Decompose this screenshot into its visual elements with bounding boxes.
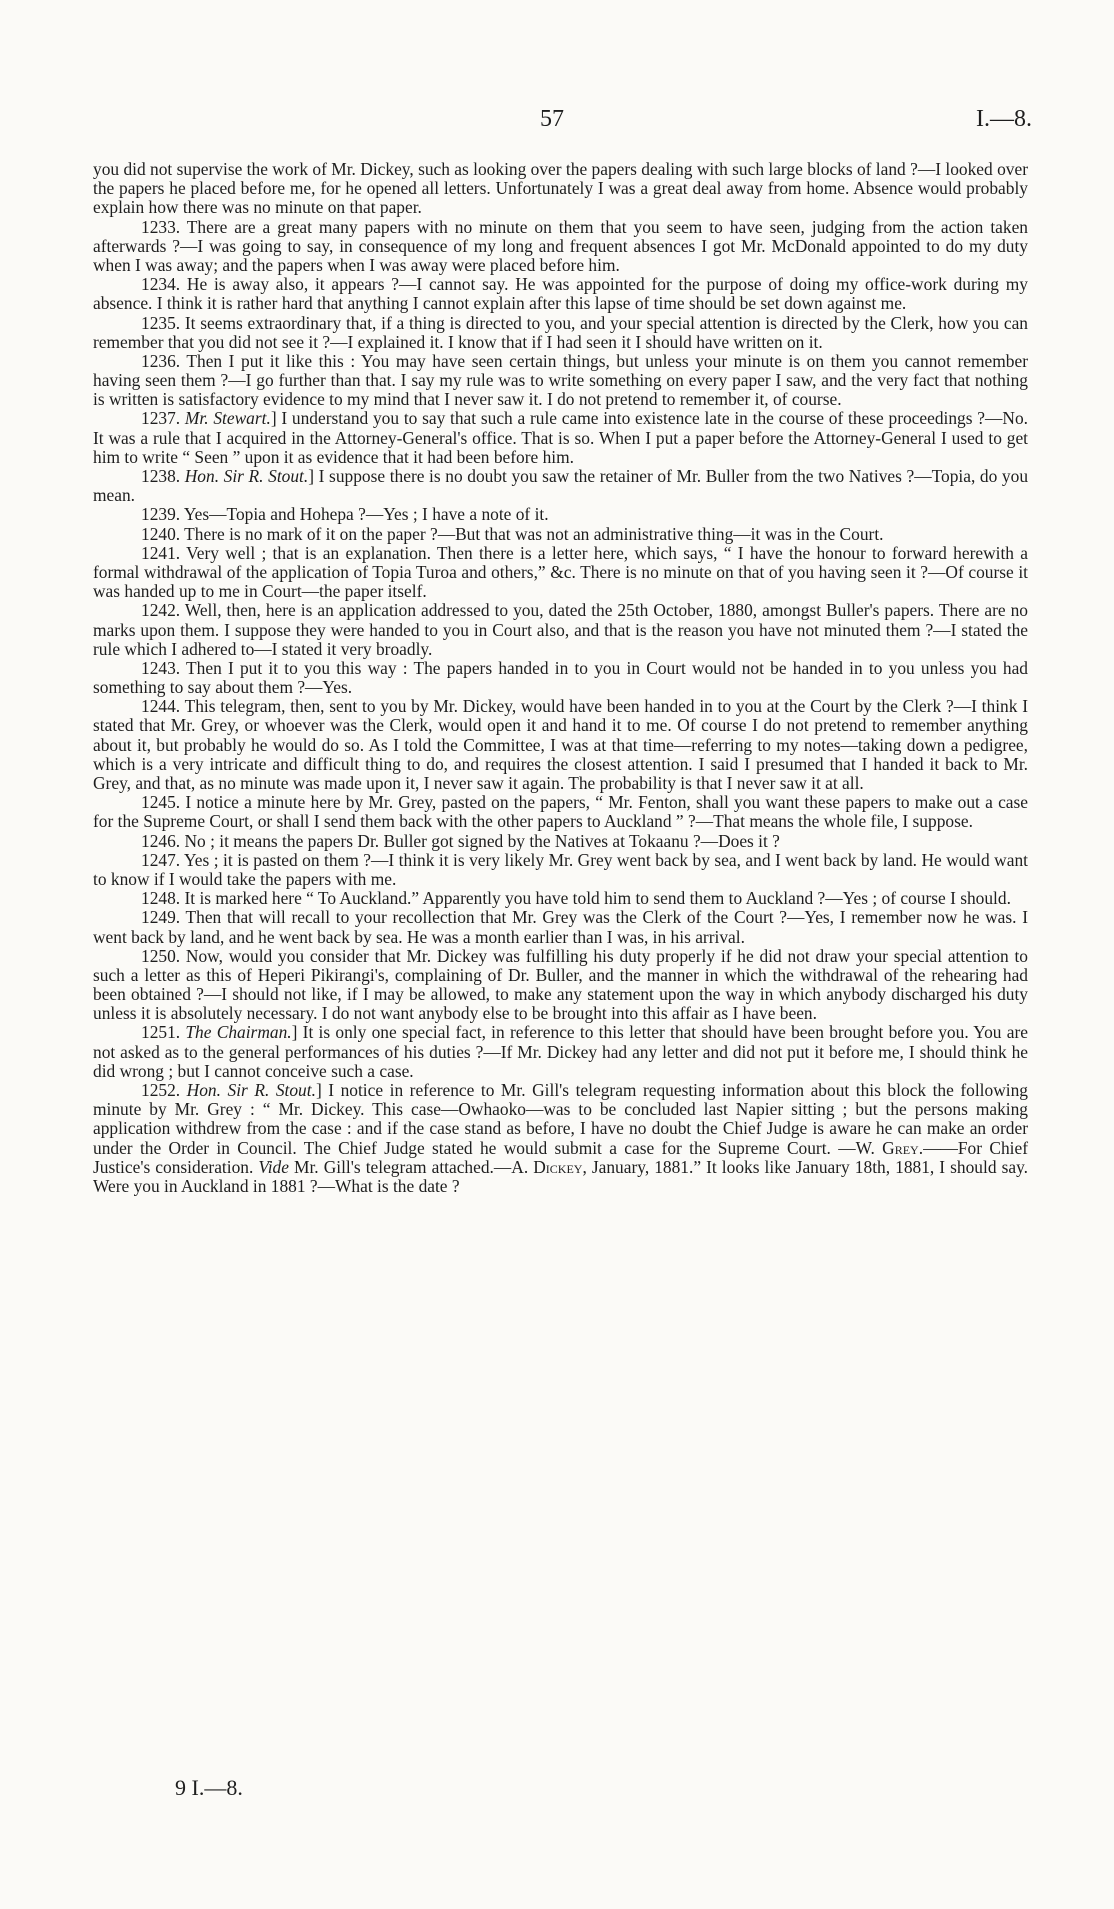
page-header [0,100,1114,140]
paragraph: 1246. No ; it means the papers Dr. Buller got signed by the Natives at Tokaanu ?—Does it ? [141,830,780,851]
paragraph: 1234. He is away also, it appears ?—I cannot say. He was appointed for the purpose of doing my office-work during my absence. I think it is rather hard that anything I cannot explain after this lapse of time should be set down against me. [93,274,1028,314]
paragraph: 1247. Yes ; it is pasted on them ?—I think it is very likely Mr. Grey went back by sea, and I went back by land. He would want to know if I would take the papers with me. [93,849,1028,889]
page-number: 57 [540,106,564,132]
paragraph: you did not supervise the work of Mr. Dickey, such as looking over the papers dealing with such large blocks of land ?—I looked over the papers he placed before me, for he opened all letters. Unfortunately I was a great deal away from home. Absence would probably explain how there was no minute on that paper. [93,159,1028,218]
printer-signature: 9 I.—8. [175,1775,243,1800]
paragraph: 1249. Then that will recall to your recollection that Mr. Grey was the Clerk of the Court ?—Yes, I remember now he was. I went back by land, and he went back by sea. He was a month earlier than I was, in his arrival. [93,907,1028,947]
paragraph: 1239. Yes—Topia and Hohepa ?—Yes ; I have a note of it. [141,504,549,525]
paragraph: 1244. This telegram, then, sent to you by Mr. Dickey, would have been handed in to you at the Court by the Clerk ?—I think I stated that Mr. Grey, or whoever was the Clerk, would open it and hand it to me. Of course I do not pretend to remember anything about it, but probably he would do so. As I told the Committee, I was at that time—referring to my notes—taking down a pedigree, which is a very intricate and difficult thing to do, and requires the closest attention. I said I presumed that I handed it back to Mr. Grey, and that, as no minute was made upon it, I never saw it again. The probability is that I never saw it at all. [93,696,1028,793]
paragraph: 1245. I notice a minute here by Mr. Grey, pasted on the papers, “ Mr. Fenton, shall you want these papers to make out a case for the Supreme Court, or shall I send them back with the other papers to Auckland ” ?—That means the whole file, I suppose. [93,792,1028,832]
document-reference: I.—8. [976,106,1032,132]
body-text [93,160,1028,1196]
paragraph: 1243. Then I put it to you this way : The papers handed in to you in Court would not be handed in to you unless you had something to say about them ?—Yes. [93,657,1028,698]
paragraph: 1250. Now, would you consider that Mr. Dickey was fulfilling his duty properly if he did not draw your special attention to such a letter as this of Heperi Pikirangi's, complaining of Dr. Buller, and the manner in which the withdrawal of the rehearing had been obtained ?—I should not like, if I may be allowed, to make any statement upon the way in which anybody discharged his duty unless it is absolutely necessary. I do not want anybody else to be brought into this affair as I have been. [93,945,1028,1024]
paragraph: 1235. It seems extraordinary that, if a thing is directed to you, and your special attention is directed by the Clerk, how you can remember that you did not see it ?—I explained it. I know that if I had seen it I should have written on it. [93,312,1028,352]
paragraph: 1251. The Chairman.] It is only one special fact, in reference to this letter that should have been brought before you. You are not asked as to the general performances of his duties ?—If Mr. Dickey had any letter and did not put it before me, I should think he did wrong ; but I cannot conceive such a case. [93,1022,1028,1081]
paragraph: 1248. It is marked here “ To Auckland.” Apparently you have told him to send them to Auckland ?—Yes ; of course I should. [141,888,1011,909]
paragraph: 1238. Hon. Sir R. Stout.] I suppose there is no doubt you saw the retainer of Mr. Buller from the two Natives ?—Topia, do you mean. [93,466,1029,506]
paragraph: 1237. Mr. Stewart.] I understand you to say that such a rule came into existence late in the course of these proceedings ?—No. It was a rule that I acquired in the Attorney-General's office. That is so. When I put a paper before the Attorney-General I used to get him to write “ Seen ” upon it as evidence that it had been before him. [93,408,1028,467]
paragraph: 1236. Then I put it like this : You may have seen certain things, but unless your minute is on them you cannot remember having seen them ?—I go further than that. I say my rule was to write something on every paper I saw, and the very fact that nothing is written is satisfactory evidence to my mind that I never saw it. I do not pretend to remember it, of course. [93,350,1028,410]
paragraph: 1240. There is no mark of it on the paper ?—But that was not an administrative thing—it was in the Court. [141,523,884,544]
paragraph: 1242. Well, then, here is an application addressed to you, dated the 25th October, 1880, amongst Buller's papers. There are no marks upon them. I suppose they were handed to you in Court also, and that is the reason you have not minuted them ?—I stated the rule which I adhered to—I stated it very broadly. [93,600,1028,659]
paragraph: 1241. Very well ; that is an explanation. Then there is a letter here, which says, “ I have the honour to forward herewith a formal withdrawal of the application of Topia Turoa and others,” &c. There is no minute on that of you having seen it ?—Of course it was handed up to me in Court—the paper itself. [93,542,1029,602]
paragraph: 1233. There are a great many papers with no minute on them that you seem to have seen, judging from the action taken afterwards ?—I was going to say, in consequence of my long and frequent absences I got Mr. McDonald appointed to do my duty when I was away; and the papers when I was away were placed before him. [93,216,1029,275]
paragraph: 1252. Hon. Sir R. Stout.] I notice in reference to Mr. Gill's telegram requesting information about this block the following minute by Mr. Grey : “ Mr. Dickey. This case—Owhaoko—was to be concluded last Napier sitting ; but the persons making application withdrew from the case : and if the case stand as before, I have no doubt the Chief Judge is aware he can make an order under the Order in Council. The Chief Judge stated he would submit a case for the Supreme Court. —W. Grey.——For Chief Justice's consideration. Vide Mr. Gill's telegram attached.—A. Dickey, January, 1881.” It looks like January 18th, 1881, I should say. Were you in Auckland in 1881 ?—What is the date ? [93,1080,1028,1196]
